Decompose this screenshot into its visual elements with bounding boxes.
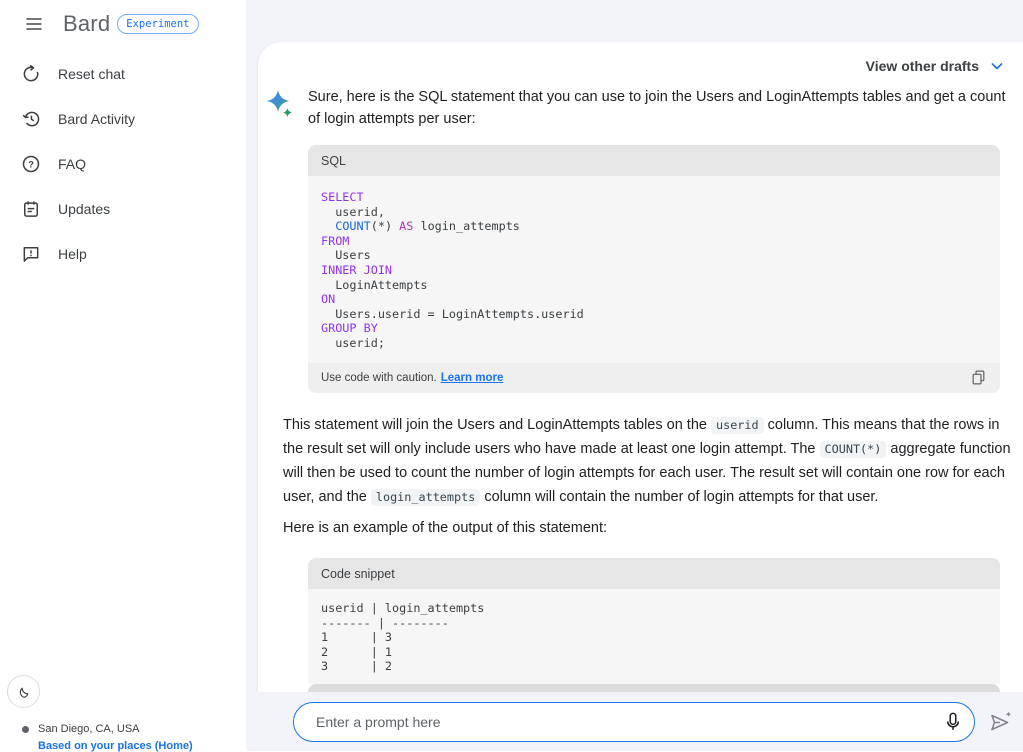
sidebar-item-reset-chat[interactable]	[0, 51, 246, 96]
sql-code-block	[308, 145, 1000, 393]
code-block-title: SQL	[321, 153, 347, 168]
code-line: INNER JOIN	[321, 262, 393, 277]
faq-icon	[21, 154, 41, 174]
output-line: 1 | 3	[321, 630, 393, 645]
microphone-button[interactable]	[942, 711, 964, 733]
output-line: userid | login_attempts	[321, 601, 485, 615]
next-code-block-header-partial	[308, 684, 1000, 692]
sidebar-item-bard-activity[interactable]	[0, 96, 246, 141]
output-code	[308, 589, 1000, 684]
experiment-badge: Experiment	[117, 14, 198, 34]
code-block-title: Code snippet	[321, 566, 395, 581]
prompt-input[interactable]	[316, 714, 942, 730]
learn-more-link[interactable]: Learn more	[440, 371, 504, 384]
moon-icon	[16, 684, 32, 700]
bard-sparkle-icon	[266, 89, 296, 124]
sidebar-item-label: Help	[58, 245, 87, 262]
microphone-icon	[942, 711, 964, 733]
output-line: 3 | 2	[321, 659, 393, 674]
prompt-footer	[246, 692, 1023, 751]
sidebar-item-label: Bard Activity	[58, 110, 136, 127]
copy-code-button[interactable]	[970, 369, 987, 386]
code-line: GROUP BY	[321, 321, 378, 336]
history-icon	[21, 109, 41, 129]
caution-text: Use code with caution.	[321, 371, 437, 384]
brand-row	[20, 10, 199, 38]
inline-code: login_attempts	[371, 489, 480, 506]
sidebar-item-help[interactable]	[0, 231, 246, 276]
code-block-footer	[308, 363, 1000, 393]
location-dot-icon	[22, 726, 29, 733]
menu-button[interactable]	[20, 10, 48, 38]
prompt-input-container	[293, 702, 975, 742]
code-line: ON	[321, 292, 336, 307]
code-line: userid;	[321, 335, 385, 350]
dark-mode-button[interactable]	[7, 675, 40, 708]
sidebar-item-label: FAQ	[58, 155, 87, 172]
code-line: Users.userid = LoginAttempts.userid	[321, 306, 584, 321]
sidebar	[0, 0, 246, 751]
hamburger-icon	[24, 14, 44, 34]
chevron-down-icon	[987, 56, 1007, 76]
svg-text:?: ?	[28, 158, 34, 169]
output-line: ------- | --------	[321, 615, 449, 630]
view-other-drafts-button[interactable]	[866, 56, 1007, 76]
help-icon	[21, 244, 41, 264]
output-line: 2 | 1	[321, 644, 393, 659]
updates-icon	[21, 199, 41, 219]
code-line: Users	[321, 248, 371, 263]
code-block-header	[308, 558, 1000, 589]
inline-code: userid	[711, 417, 764, 434]
code-block-header	[308, 145, 1000, 176]
code-line: FROM	[321, 233, 350, 248]
copy-icon	[970, 369, 987, 386]
sidebar-nav	[0, 51, 246, 276]
code-line: SELECT	[321, 190, 364, 204]
example-intro-text: Here is an example of the output of this statement:	[283, 520, 608, 536]
view-other-drafts-label: View other drafts	[865, 58, 979, 74]
sidebar-item-label: Updates	[58, 200, 111, 217]
response-intro-text: Sure, here is the SQL statement that you can use to join the Users and LoginAttempts tables and get a count of login attempts per user:	[308, 89, 1006, 127]
location-row	[22, 723, 140, 735]
sidebar-item-updates[interactable]	[0, 186, 246, 231]
conversation-card	[258, 42, 1023, 692]
sql-code	[308, 176, 1000, 363]
app-title: Bard	[63, 11, 111, 36]
explanation-paragraph: This statement will join the Users and LoginAttempts tables on the userid column. This means that the rows in the result set will only include users who have made at least one login attempt. The COUNT(*) aggregate function will then be used to count the number of login attempts for each user. The result set will contain one row for each user, and the login_attempts column will contain the number of login attempts for that user.	[283, 417, 1011, 505]
code-line: userid,	[321, 204, 385, 219]
inline-code: COUNT(*)	[820, 441, 887, 458]
code-line: COUNT(*) AS login_attempts	[335, 219, 520, 234]
sidebar-item-faq[interactable]	[0, 141, 246, 186]
output-code-block	[308, 558, 1000, 684]
code-line: LoginAttempts	[321, 277, 428, 292]
main-area	[246, 0, 1023, 751]
send-icon	[988, 709, 1014, 735]
sidebar-item-label: Reset chat	[58, 65, 125, 82]
location-source-link[interactable]: Based on your places (Home)	[38, 740, 193, 752]
location-label: San Diego, CA, USA	[38, 723, 140, 735]
reset-icon	[21, 64, 41, 84]
send-button[interactable]	[988, 709, 1014, 735]
